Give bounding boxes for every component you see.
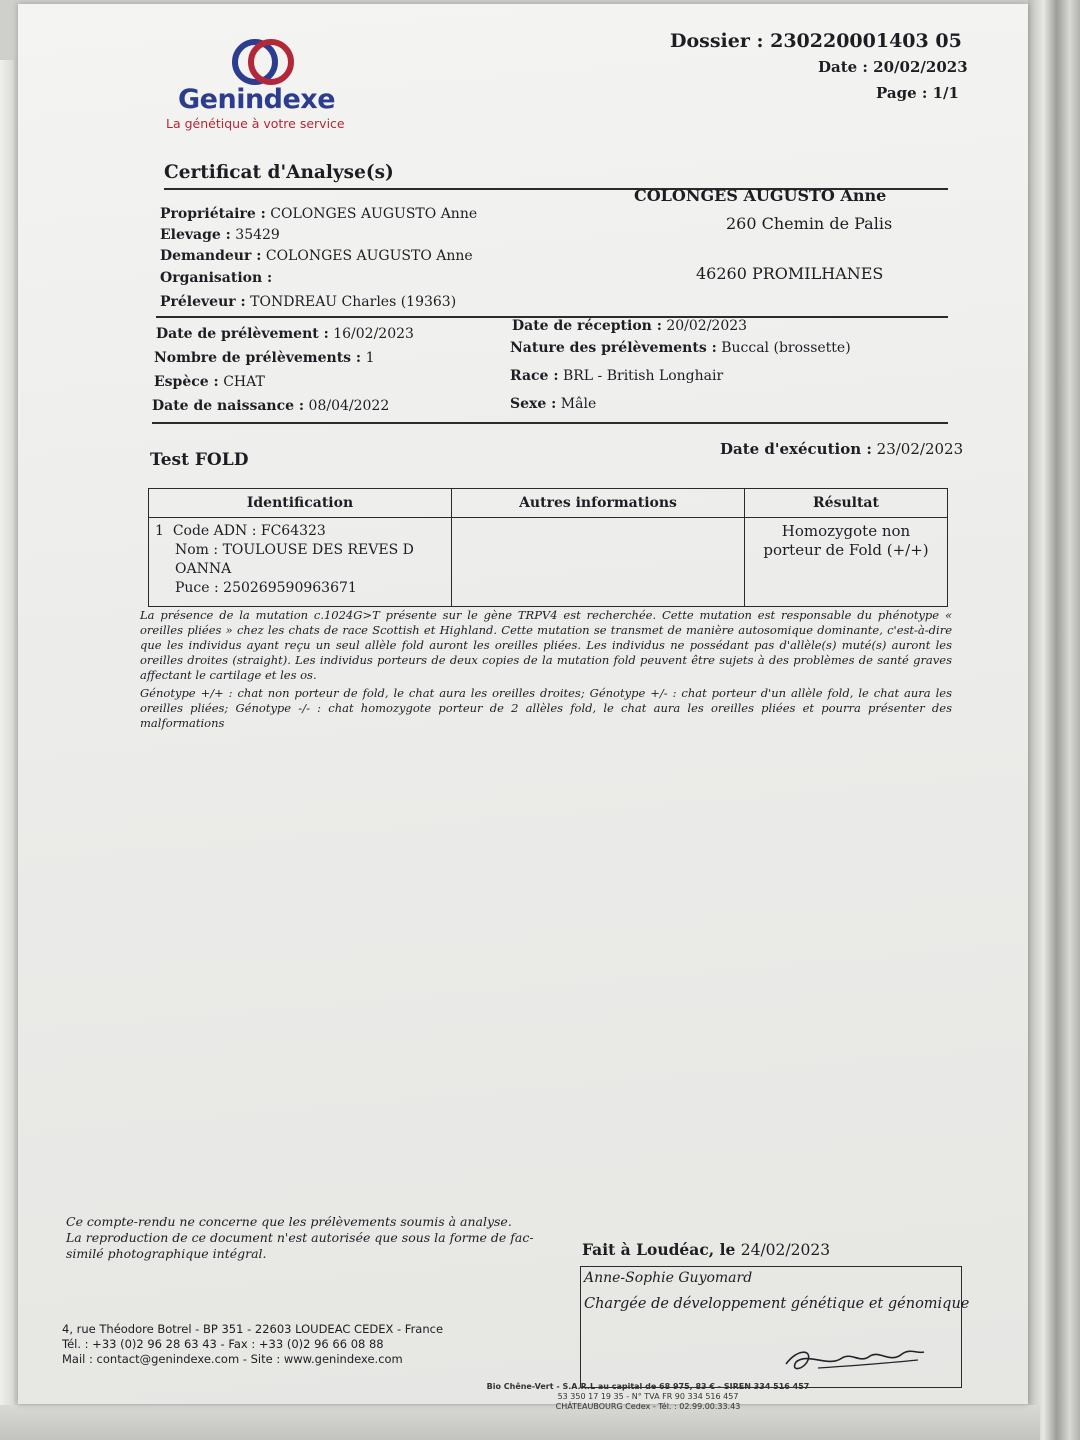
table-header-row	[149, 489, 948, 518]
identification-line	[155, 522, 445, 541]
column-header: Autres informations	[452, 489, 745, 518]
certificate-title: Certificat d'Analyse(s)	[164, 162, 394, 183]
other-info-cell	[452, 518, 745, 607]
elevage-row	[160, 227, 280, 243]
sexe-row	[510, 396, 596, 412]
field-label: Nombre de prélèvements :	[154, 350, 362, 366]
organisation-row	[160, 270, 272, 286]
reception-row	[512, 318, 747, 334]
fait-label: Fait à Loudéac, le	[582, 1240, 736, 1259]
demandeur-value: COLONGES AUGUSTO Anne	[265, 248, 473, 264]
legal-line: Bio Chêne-Vert - S.A.R.L au capital de 68 975, 83 € - SIREN 334 516 457	[486, 1382, 810, 1391]
legal-line: 53 350 17 19 35 - N° TVA FR 90 334 516 457	[557, 1392, 739, 1401]
naissance-value: 08/04/2022	[308, 398, 390, 414]
demandeur-row	[160, 248, 473, 264]
address-name: COLONGES AUGUSTO Anne	[634, 186, 887, 205]
field-label: Race :	[510, 368, 559, 384]
column-header: Résultat	[745, 489, 948, 518]
field-label: Date de prélèvement :	[156, 326, 329, 342]
field-label: Nature des prélèvements :	[510, 340, 717, 356]
field-label: Date de naissance :	[152, 398, 305, 414]
date-prelevement-value: 16/02/2023	[333, 326, 414, 342]
mutation-description: La présence de la mutation c.1024G>T présente sur le gène TRPV4 est recherchée. Cette mutation est responsable du phénotype « oreilles pliées » chez les chats de race Scottish et Highland. Cette mutation se transmet de manière autosomique dominante, c'est-à-dire que les individus ayant reçu un seul allèle fold auront les oreilles pliées. Les individus ne possédant pas d'allèle(s) muté(s) auront les oreilles droites (straight). Les individus porteurs de deux copies de la mutation fold peuvent être sujets à des problèmes de santé graves affectant le cartilage et les os.	[140, 608, 952, 682]
contact-line: Mail : contact@genindexe.com - Site : www.genindexe.com	[62, 1352, 403, 1366]
fait-date: 24/02/2023	[740, 1241, 831, 1259]
field-label: Organisation :	[160, 270, 273, 286]
test-title: Test FOLD	[150, 450, 249, 470]
handwritten-signature-icon	[778, 1342, 928, 1376]
naissance-row	[152, 398, 389, 414]
row-index: 1	[155, 523, 164, 539]
microchip-number: Puce : 250269590963671	[175, 580, 357, 596]
elevage-value: 35429	[235, 227, 280, 243]
results-table	[148, 488, 948, 607]
column-header: Identification	[149, 489, 452, 518]
code-adn: Code ADN : FC64323	[172, 523, 326, 539]
dossier-number: Dossier : 230220001403 05	[670, 30, 962, 52]
disclaimer-line: La reproduction de ce document n'est autorisée que sous la forme de fac-similé photographique intégral.	[66, 1230, 534, 1261]
test-notes	[140, 608, 952, 734]
preleveur-row	[160, 294, 456, 310]
field-label: Propriétaire :	[160, 206, 266, 222]
sleeve-left-edge	[0, 60, 14, 1440]
field-label: Date de réception :	[512, 318, 662, 334]
espece-value: CHAT	[223, 374, 265, 390]
certificate-page	[18, 4, 1028, 1411]
nombre-value: 1	[365, 350, 375, 366]
disclaimer	[66, 1214, 566, 1262]
preleveur-value: TONDREAU Charles (19363)	[250, 294, 457, 310]
race-value: BRL - British Longhair	[562, 368, 724, 384]
owner-value: COLONGES AUGUSTO Anne	[270, 206, 478, 222]
field-label: Date d'exécution :	[720, 440, 872, 458]
execution-value: 23/02/2023	[876, 440, 964, 458]
identification-cell	[149, 518, 452, 607]
sexe-value: Mâle	[560, 396, 597, 412]
nature-row	[510, 340, 851, 356]
field-label: Demandeur :	[160, 248, 262, 264]
place-date	[582, 1240, 830, 1259]
field-label: Préleveur :	[160, 294, 246, 310]
address-street: 260 Chemin de Palis	[726, 214, 893, 233]
owner-row	[160, 206, 477, 222]
nature-value: Buccal (brossette)	[721, 340, 851, 356]
result-cell: Homozygote non porteur de Fold (+/+)	[745, 518, 948, 607]
plastic-sleeve-edge	[1028, 0, 1080, 1440]
espece-row	[154, 374, 265, 390]
company-address	[62, 1322, 492, 1367]
cat-name-cont: OANNA	[175, 561, 232, 577]
field-label: Elevage :	[160, 227, 231, 243]
signatory-role: Chargée de développement génétique et génomique	[584, 1296, 970, 1312]
cat-name: Nom : TOULOUSE DES REVES D	[175, 542, 414, 558]
header-date: Date : 20/02/2023	[818, 58, 968, 76]
nombre-row	[154, 350, 374, 366]
logo-tagline: La génétique à votre service	[166, 116, 345, 131]
legal-line: CHÂTEAUBOURG Cedex - Tél. : 02.99.00.33.43	[555, 1402, 741, 1411]
divider	[152, 422, 948, 424]
disclaimer-line: Ce compte-rendu ne concerne que les prélèvements soumis à analyse.	[66, 1214, 512, 1229]
legal-mentions	[478, 1382, 818, 1412]
address-line: 4, rue Théodore Botrel - BP 351 - 22603 LOUDEAC CEDEX - France	[62, 1322, 444, 1336]
reception-value: 20/02/2023	[666, 318, 748, 334]
logo-name: Genindexe	[178, 84, 336, 115]
header-page: Page : 1/1	[876, 84, 959, 102]
genotype-description: Génotype +/+ : chat non porteur de fold, le chat aura les oreilles droites; Génotype +/- : chat porteur d'un allèle fold, le chat aura les oreilles pliées; Génotype -/- : chat homozygote porteur de 2 allèles fold, le chat aura les oreilles pliées et pourra présenter des malformations	[140, 686, 952, 730]
date-prelevement-row	[156, 326, 414, 342]
signatory-name: Anne-Sophie Guyomard	[584, 1270, 753, 1286]
field-label: Espèce :	[154, 374, 219, 390]
field-label: Sexe :	[510, 396, 557, 412]
address-city: 46260 PROMILHANES	[696, 264, 884, 283]
phone-line: Tél. : +33 (0)2 96 28 63 43 - Fax : +33 (0)2 96 66 08 88	[62, 1337, 384, 1351]
race-row	[510, 368, 723, 384]
execution-date	[720, 440, 963, 458]
table-row	[149, 518, 948, 607]
